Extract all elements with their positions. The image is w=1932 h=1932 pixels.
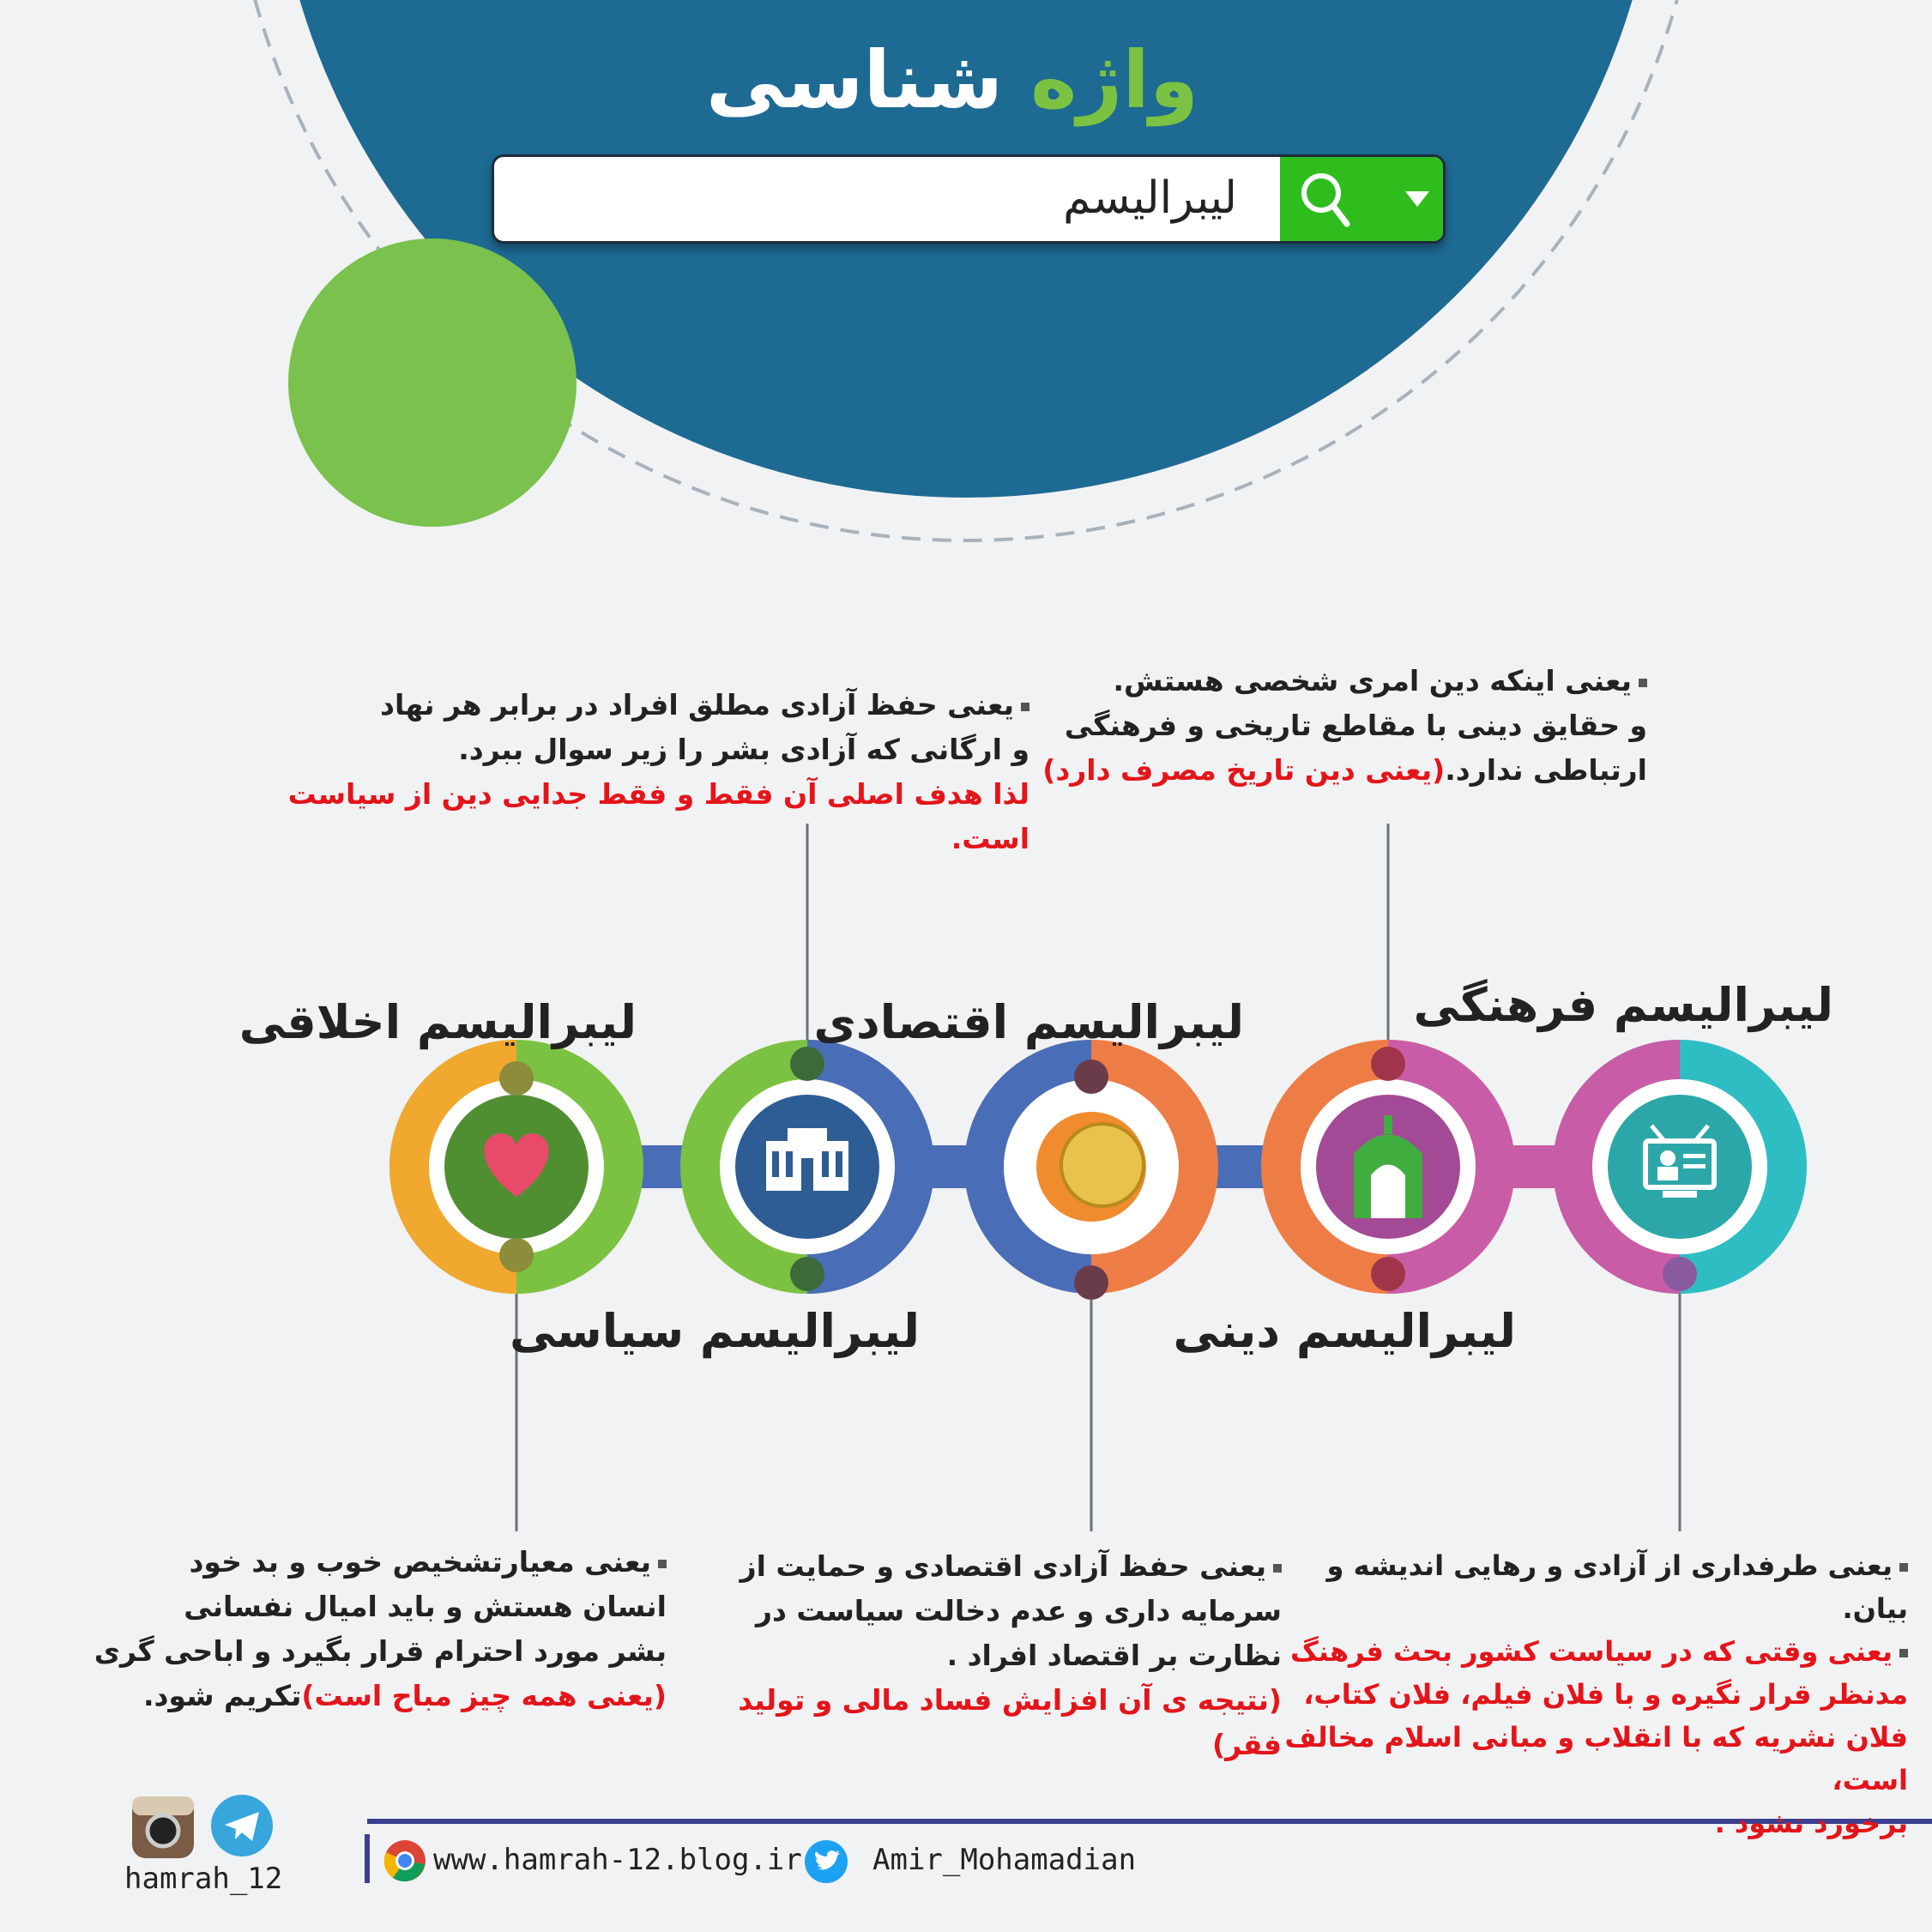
title-word-2: شناسی — [705, 34, 1004, 126]
desc-highlight: (یعنی همه چیز مباح است) — [301, 1679, 667, 1712]
website-link[interactable]: www.hamrah-12.blog.ir — [433, 1843, 802, 1877]
chevron-down-icon[interactable] — [1400, 183, 1434, 217]
telegram-icon[interactable] — [209, 1793, 275, 1858]
desc-line: و ارگانی که آزادی بشر را زیر سوال ببرد. — [458, 733, 1029, 766]
bullet — [1899, 1563, 1908, 1572]
search-input[interactable]: لیبرالیسم — [1063, 172, 1237, 224]
gold-coin-icon — [1061, 1124, 1144, 1206]
desc-line: یعنی طرفداری از آزادی و رهایی اندیشه و بیان. — [1326, 1549, 1908, 1625]
desc-economic — [681, 1544, 1282, 1767]
search-button[interactable] — [1280, 157, 1443, 241]
social-handle: hamrah_12 — [124, 1862, 283, 1896]
bullet — [1273, 1564, 1282, 1573]
heading-economic: لیبرالیسم اقتصادی — [813, 995, 1244, 1049]
desc-highlight: فلان نشریه که با انقلاب و مبانی اسلام مخالف است، — [1284, 1721, 1908, 1796]
heading-moral: لیبرالیسم اخلاقی — [238, 995, 637, 1049]
desc-highlight: یعنی وقتی که در سیاست کشور بحث فرهنگ — [1289, 1635, 1893, 1668]
desc-line: یعنی اینکه دین امری شخصی هستش. — [1113, 664, 1632, 697]
bullet — [658, 1560, 667, 1568]
desc-religious — [995, 659, 1647, 793]
node-economic — [984, 1060, 1198, 1300]
desc-line: و حقایق دینی با مقاطع تاریخی و فرهنگی — [1064, 709, 1647, 742]
node-moral — [409, 1060, 624, 1274]
desc-political — [257, 683, 1029, 861]
page-title — [652, 34, 1253, 126]
chrome-icon — [383, 1838, 427, 1883]
desc-line: انسان هستش و باید امیال نفسانی — [184, 1590, 667, 1623]
desc-line: نظارت بر اقتصاد افراد . — [946, 1639, 1282, 1672]
bullet — [1639, 679, 1647, 687]
heading-political: لیبرالیسم سیاسی — [509, 1304, 920, 1358]
search-bar[interactable] — [492, 154, 1446, 244]
twitter-icon — [803, 1838, 849, 1885]
bullet — [1899, 1649, 1908, 1657]
desc-line: ارتباطی ندارد. — [1445, 753, 1647, 787]
desc-line: تکریم شود. — [142, 1679, 302, 1712]
desc-line: بشر مورد احترام قرار بگیرد و اباحی گری — [94, 1634, 667, 1668]
node-religious — [1281, 1047, 1495, 1291]
node-cultural — [1573, 1060, 1787, 1291]
desc-highlight: لذا هدف اصلی آن فقط و فقط جدایی دین از سیاست است. — [287, 777, 1029, 855]
heading-religious: لیبرالیسم دینی — [1173, 1304, 1516, 1358]
instagram-icon[interactable] — [129, 1793, 197, 1862]
desc-highlight: (نتیجه ی آن افزایش فساد مالی و تولید فقر) — [738, 1683, 1282, 1761]
green-accent-circle — [288, 238, 577, 527]
desc-line: یعنی معیارتشخیص خوب و بد خود — [189, 1545, 651, 1579]
bullet — [1021, 703, 1029, 711]
heading-cultural: لیبرالیسم فرهنگی — [1413, 978, 1833, 1032]
desc-line: یعنی حفظ آزادی اقتصادی و حمایت از — [740, 1549, 1266, 1583]
desc-line: سرمایه داری و عدم دخالت سیاست در — [756, 1594, 1282, 1627]
desc-line: یعنی حفظ آزادی مطلق افراد در برابر هر نهاد — [380, 688, 1014, 721]
title-word-1: واژه — [1030, 34, 1199, 126]
twitter-handle[interactable]: Amir_Mohamadian — [872, 1843, 1137, 1877]
desc-highlight: (یعنی دین تاریخ مصرف دارد) — [1042, 753, 1446, 787]
desc-moral — [66, 1540, 667, 1718]
desc-highlight: مدنظر قرار نگیره و با فلان فیلم، فلان کتاب، — [1303, 1678, 1908, 1711]
desc-cultural — [1282, 1544, 1908, 1844]
node-political — [700, 1047, 915, 1291]
desc-highlight: برخورد نشود . — [1714, 1807, 1908, 1839]
